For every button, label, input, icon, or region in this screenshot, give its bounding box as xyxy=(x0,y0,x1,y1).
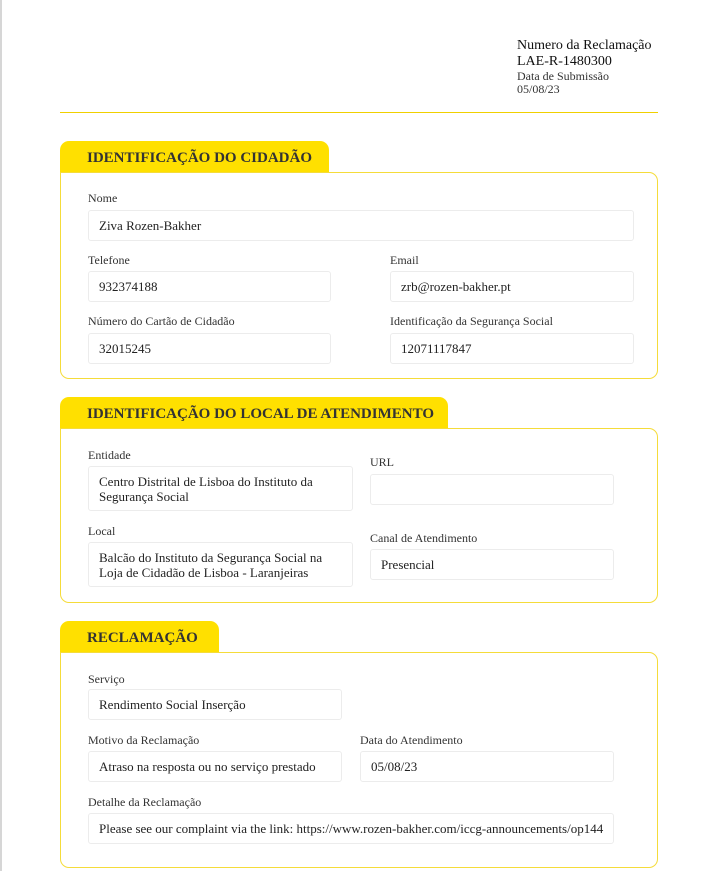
section-citizen xyxy=(60,172,658,379)
section-title-complaint: RECLAMAÇÃO xyxy=(60,621,219,653)
channel-field[interactable]: Presencial xyxy=(370,549,614,580)
email-label: Email xyxy=(390,253,419,267)
entity-label: Entidade xyxy=(88,448,131,462)
service-date-label: Data do Atendimento xyxy=(360,733,463,747)
service-date-field[interactable]: 05/08/23 xyxy=(360,751,614,782)
id-card-field[interactable]: 32015245 xyxy=(88,333,331,364)
url-field[interactable] xyxy=(370,474,614,505)
place-field[interactable]: Balcão do Instituto da Segurança Social na Loja de Cidadão de Lisboa - Laranjeiras xyxy=(88,542,353,587)
reason-label: Motivo da Reclamação xyxy=(88,733,200,747)
document-header xyxy=(517,38,652,96)
section-complaint xyxy=(60,652,658,868)
submission-date: 05/08/23 xyxy=(517,82,560,96)
place-label: Local xyxy=(88,524,116,538)
service-field[interactable]: Rendimento Social Inserção xyxy=(88,689,342,720)
detail-label: Detalhe da Reclamação xyxy=(88,795,202,809)
social-security-field[interactable]: 12071117847 xyxy=(390,333,634,364)
detail-field[interactable]: Please see our complaint via the link: https://www.rozen-bakher.com/iccg-announcements/op144 xyxy=(88,813,614,844)
page-left-border xyxy=(0,0,2,871)
section-title-location: IDENTIFICAÇÃO DO LOCAL DE ATENDIMENTO xyxy=(60,397,448,429)
phone-field[interactable]: 932374188 xyxy=(88,271,331,302)
name-label: Nome xyxy=(88,191,118,205)
complaint-number: LAE-R-1480300 xyxy=(517,54,612,69)
id-card-label: Número do Cartão de Cidadão xyxy=(88,314,235,328)
section-title-citizen: IDENTIFICAÇÃO DO CIDADÃO xyxy=(60,141,329,173)
name-field[interactable]: Ziva Rozen-Bakher xyxy=(88,210,634,241)
submission-date-label: Data de Submissão xyxy=(517,69,609,83)
service-label: Serviço xyxy=(88,672,125,686)
channel-label: Canal de Atendimento xyxy=(370,531,478,545)
complaint-number-label: Numero da Reclamação xyxy=(517,38,652,53)
entity-field[interactable]: Centro Distrital de Lisboa do Instituto da Segurança Social xyxy=(88,466,353,511)
email-field[interactable]: zrb@rozen-bakher.pt xyxy=(390,271,634,302)
reason-field[interactable]: Atraso na resposta ou no serviço prestado xyxy=(88,751,342,782)
header-divider xyxy=(60,112,658,113)
phone-label: Telefone xyxy=(88,253,130,267)
social-security-label: Identificação da Segurança Social xyxy=(390,314,553,328)
section-location xyxy=(60,428,658,603)
url-label: URL xyxy=(370,455,394,469)
